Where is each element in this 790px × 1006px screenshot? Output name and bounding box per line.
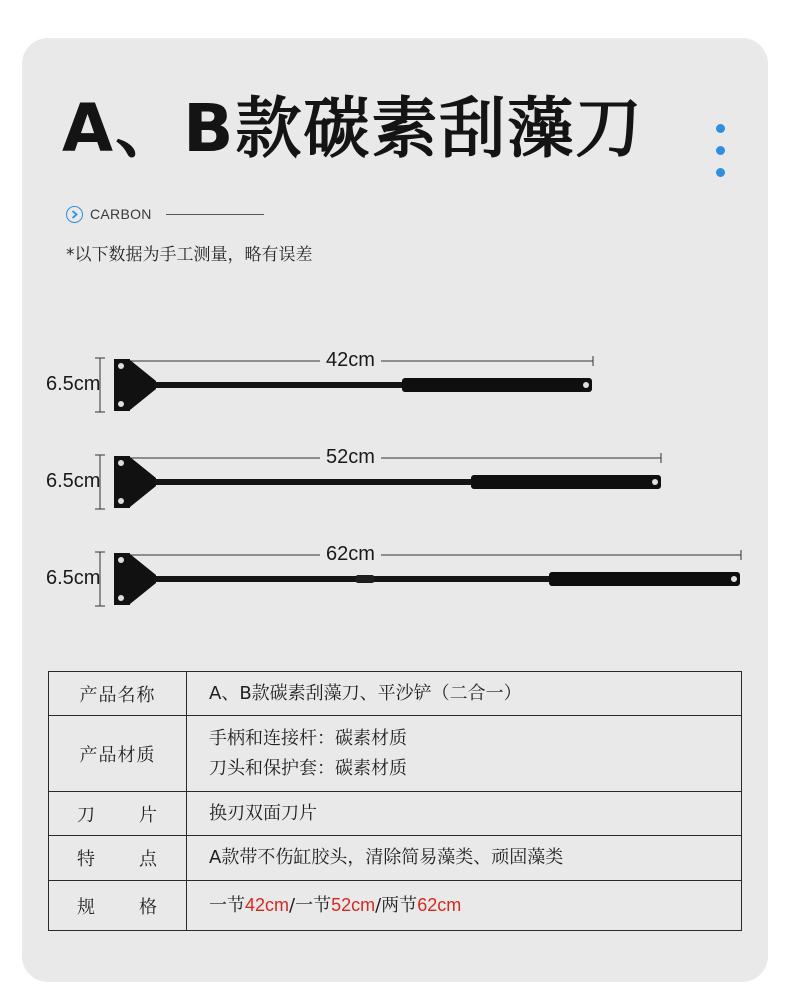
tagline-divider bbox=[166, 214, 264, 215]
spec-table bbox=[48, 671, 742, 931]
arrow-circle-icon bbox=[66, 206, 83, 223]
spec-value: A、B款碳素刮藻刀、平沙铲（二合一） bbox=[187, 672, 742, 716]
spec-key: 刀 片 bbox=[49, 792, 187, 836]
height-label: 6.5cm bbox=[46, 470, 101, 492]
tool-diagram-62 bbox=[0, 538, 790, 618]
tool-drawing bbox=[0, 344, 790, 424]
tool-diagram-42 bbox=[0, 344, 790, 424]
length-label: 42cm bbox=[320, 349, 381, 371]
tool-drawing bbox=[0, 538, 790, 618]
table-row bbox=[49, 836, 742, 881]
spec-key: 产品材质 bbox=[49, 716, 187, 792]
tagline bbox=[66, 204, 264, 224]
spec-value: A款带不伤缸胶头，清除简易藻类、顽固藻类 bbox=[187, 836, 742, 881]
page-title: A、B款碳素刮藻刀 bbox=[62, 90, 644, 167]
spec-value: 换刃双面刀片 bbox=[187, 792, 742, 836]
spec-key: 规 格 bbox=[49, 881, 187, 931]
table-row bbox=[49, 716, 742, 792]
height-label: 6.5cm bbox=[46, 567, 101, 589]
spec-value-line: 刀头和保护套：碳素材质 bbox=[209, 757, 407, 779]
length-label: 62cm bbox=[320, 543, 381, 565]
spec-key: 特 点 bbox=[49, 836, 187, 881]
table-row bbox=[49, 672, 742, 716]
tool-drawing bbox=[0, 441, 790, 521]
height-label: 6.5cm bbox=[46, 373, 101, 395]
spec-key: 产品名称 bbox=[49, 672, 187, 716]
spec-value: 一节42cm/一节52cm/两节62cm bbox=[187, 881, 742, 931]
tool-diagram-52 bbox=[0, 441, 790, 521]
spec-value bbox=[187, 716, 742, 792]
table-row bbox=[49, 881, 742, 931]
tagline-text: CARBON bbox=[90, 206, 152, 222]
table-row bbox=[49, 792, 742, 836]
spec-value-line: 手柄和连接杆：碳素材质 bbox=[209, 727, 407, 749]
measurement-note: *以下数据为手工测量，略有误差 bbox=[66, 245, 313, 265]
length-label: 52cm bbox=[320, 446, 381, 468]
more-menu-icon[interactable] bbox=[716, 124, 726, 180]
